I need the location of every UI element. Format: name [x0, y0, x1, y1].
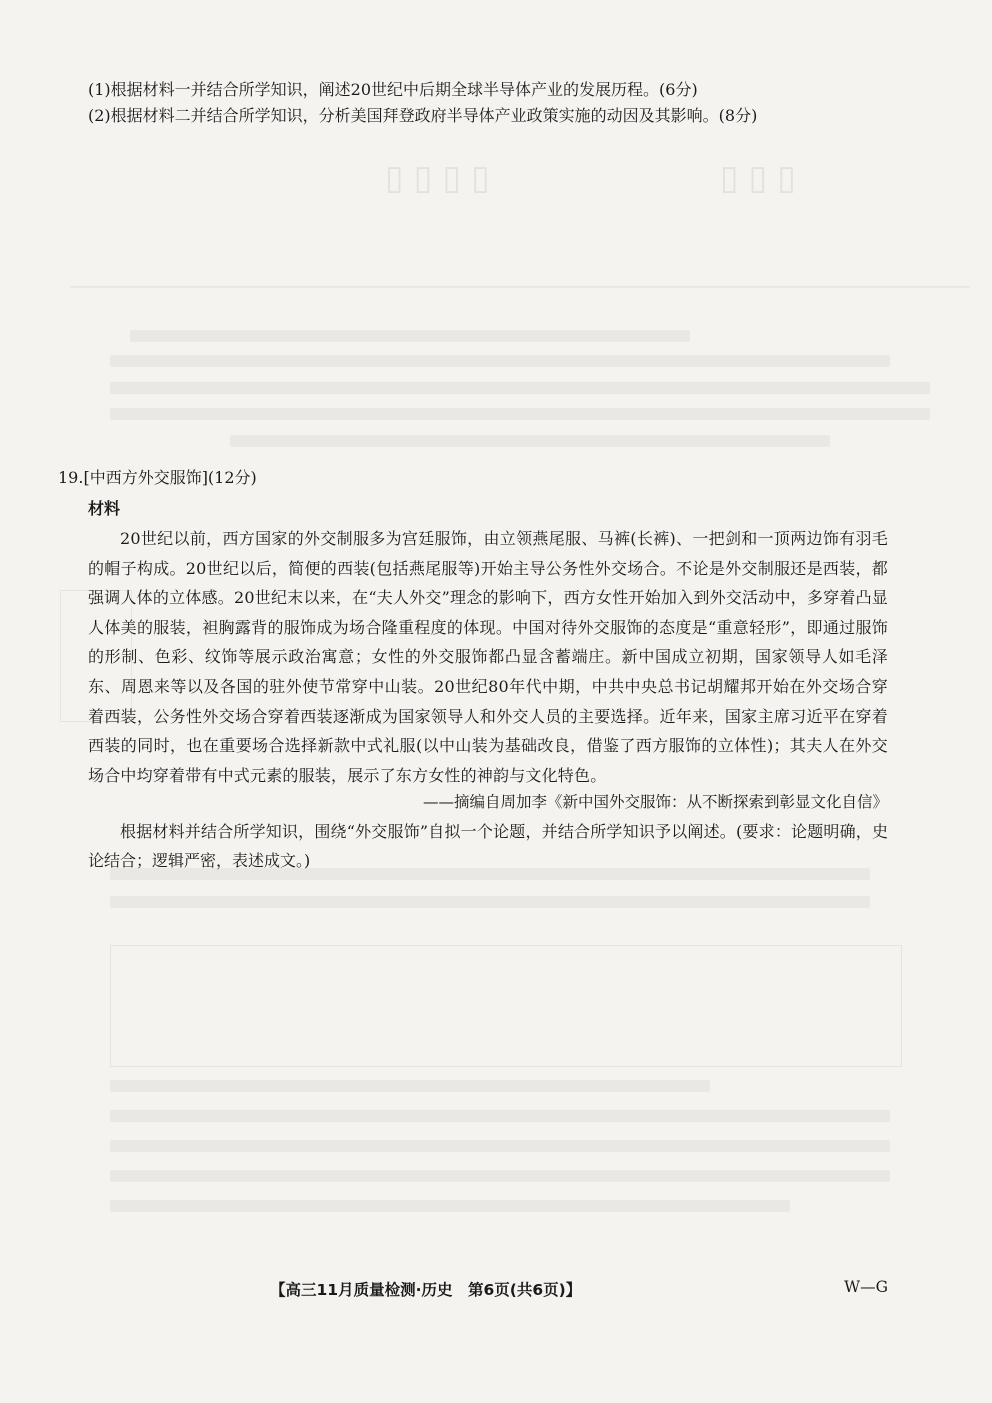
bleed-through-line: [110, 1110, 890, 1122]
bleed-through-line: [110, 896, 870, 908]
paper-code: W—G: [844, 1278, 888, 1296]
page-footer: 【高三11月质量检测·历史 第6页(共6页)】: [270, 1281, 582, 1299]
question-19-heading: 19.[中西方外交服饰](12分): [58, 468, 257, 487]
bleed-through-line: [110, 382, 930, 394]
material-text: 20世纪以前，西方国家的外交制服多为宫廷服饰，由立领燕尾服、马裤(长裤)、一把剑和一顶两边饰有羽毛的帽子构成。20世纪以后，简便的西装(包括燕尾服等)开始主导公务性外交场合。不论是外交制服还是西装，都强调人体的立体感。20世纪末以来，在“夫人外交”理念的影响下，西方女性开始加入到外交活动中，多穿着凸显人体美的服装，袒胸露背的服饰成为场合隆重程度的体现。中国对待外交服饰的态度是“重意轻形”，即通过服饰的形制、色彩、纹饰等展示政治寓意；女性的外交服饰都凸显含蓄端庄。新中国成立初期，国家领导人如毛泽东、周恩来等以及各国的驻外使节常穿中山装。20世纪80年代中期，中共中央总书记胡耀邦开始在外交场合穿着西装，公务性外交场合穿着西装逐渐成为国家领导人和外交人员的主要选择。近年来，国家主席习近平在穿着西装的同时，也在重要场合选择新款中式礼服(以中山装为基础改良，借鉴了西方服饰的立体性)；其夫人在外交场合中均穿着带有中式元素的服装，展示了东方女性的神韵与文化特色。: [88, 529, 888, 785]
bleed-through-line: [110, 1200, 790, 1212]
bleed-through-table: [110, 945, 902, 1067]
bleed-through-line: [110, 408, 930, 420]
bleed-through-line: [110, 355, 890, 367]
bleed-through-rule: [70, 286, 970, 288]
bleed-through-line: [110, 1170, 890, 1182]
question-18-part-1: (1)根据材料一并结合所学知识，阐述20世纪中后期全球半导体产业的发展历程。(6分): [88, 80, 698, 99]
question-19-instruction: 根据材料并结合所学知识，围绕“外交服饰”自拟一个论题，并结合所学知识予以阐述。(要求：论题明确，史论结合；逻辑严密，表述成文。): [88, 822, 888, 870]
question-18-part-2: (2)根据材料二并结合所学知识，分析美国拜登政府半导体产业政策实施的动因及其影响。(8分): [88, 106, 758, 125]
material-source: ——摘编自周加李《新中国外交服饰：从不断探索到彰显文化自信》: [422, 793, 888, 811]
bleed-through-line: [230, 435, 830, 447]
bleed-through-line: [110, 1080, 710, 1092]
bleed-through-line: [110, 1140, 890, 1152]
material-label: 材料: [88, 499, 121, 518]
bleed-through-title: ▯▯▯▯ ▯▯▯: [385, 158, 806, 198]
bleed-through-line: [130, 330, 690, 342]
